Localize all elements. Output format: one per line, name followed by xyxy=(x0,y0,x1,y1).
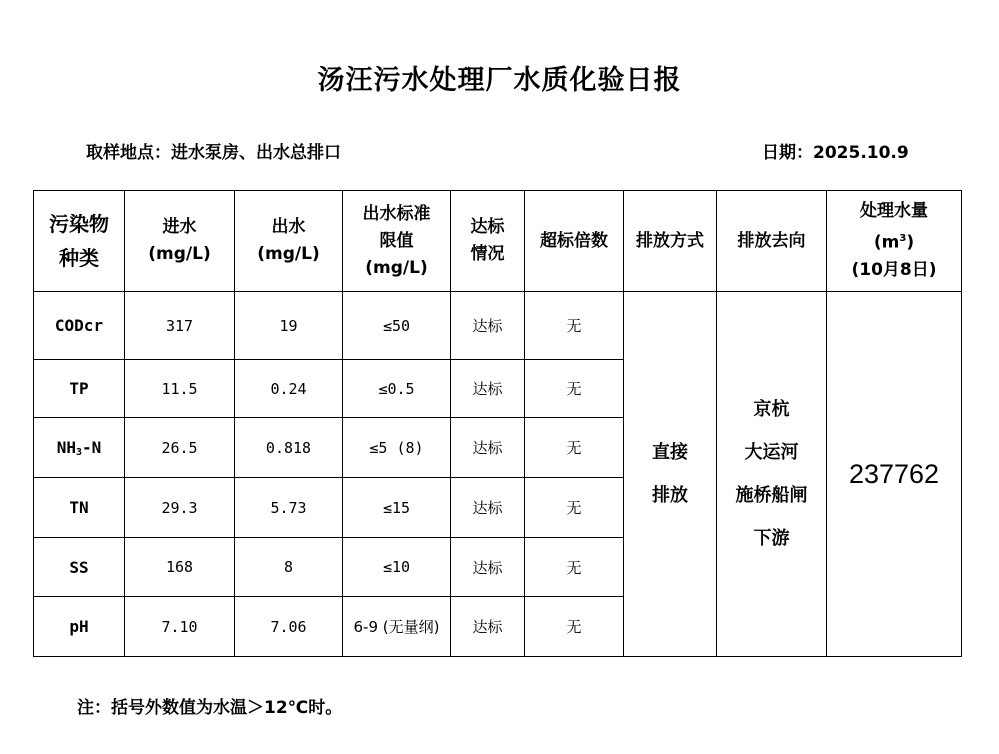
header-discharge-destination: 排放去向 xyxy=(717,191,827,292)
status-value: 达标 xyxy=(451,360,525,418)
exceed-value: 无 xyxy=(525,292,624,360)
header-row xyxy=(34,191,962,292)
limit-value: ≤10 xyxy=(343,538,451,597)
report-date: 日期：2025.10.9 xyxy=(762,143,909,163)
pollutant-name: $NH_3-N$ xyxy=(34,418,125,478)
pollutant-name: SS xyxy=(34,538,125,597)
status-value: 达标 xyxy=(451,418,525,478)
pollutant-name: CODcr xyxy=(34,292,125,360)
limit-value: ≤50 xyxy=(343,292,451,360)
status-value: 达标 xyxy=(451,538,525,597)
limit-value: 6-9 (无量纲) xyxy=(343,597,451,657)
status-value: 达标 xyxy=(451,597,525,657)
footnote: 注：括号外数值为水温＞12℃时。 xyxy=(77,698,343,718)
exceed-value: 无 xyxy=(525,478,624,538)
inflow-value: 7.10 xyxy=(125,597,235,657)
pollutant-name: TN xyxy=(34,478,125,538)
status-value: 达标 xyxy=(451,478,525,538)
sampling-location: 取样地点：进水泵房、出水总排口 xyxy=(86,143,341,163)
header-discharge-method: 排放方式 xyxy=(624,191,717,292)
inflow-value: 317 xyxy=(125,292,235,360)
pollutant-name: TP xyxy=(34,360,125,418)
exceed-value: 无 xyxy=(525,538,624,597)
exceed-value: 无 xyxy=(525,597,624,657)
limit-value: ≤0.5 xyxy=(343,360,451,418)
treated-volume-cell: 237762 xyxy=(827,292,962,657)
outflow-value: 0.24 xyxy=(235,360,343,418)
limit-value: ≤15 xyxy=(343,478,451,538)
header-outflow: 出水 (mg/L) xyxy=(235,191,343,292)
pollutant-name: pH xyxy=(34,597,125,657)
table-row xyxy=(34,292,962,360)
discharge-method-cell: 直接 排放 xyxy=(624,292,717,657)
header-status: 达标 情况 xyxy=(451,191,525,292)
outflow-value: 5.73 xyxy=(235,478,343,538)
outflow-value: 19 xyxy=(235,292,343,360)
outflow-value: 7.06 xyxy=(235,597,343,657)
outflow-value: 8 xyxy=(235,538,343,597)
exceed-value: 无 xyxy=(525,418,624,478)
inflow-value: 168 xyxy=(125,538,235,597)
header-pollutant: 污染物 种类 xyxy=(34,191,125,292)
inflow-value: 29.3 xyxy=(125,478,235,538)
water-quality-table xyxy=(33,190,962,657)
inflow-value: 26.5 xyxy=(125,418,235,478)
outflow-value: 0.818 xyxy=(235,418,343,478)
header-exceed: 超标倍数 xyxy=(525,191,624,292)
header-inflow: 进水 (mg/L) xyxy=(125,191,235,292)
header-limit: 出水标准 限值 (mg/L) xyxy=(343,191,451,292)
header-volume: 处理水量 $(m^3)$ (10月8日) xyxy=(827,191,962,292)
limit-value: ≤5 (8) xyxy=(343,418,451,478)
report-title: 汤汪污水处理厂水质化验日报 xyxy=(317,65,682,96)
inflow-value: 11.5 xyxy=(125,360,235,418)
exceed-value: 无 xyxy=(525,360,624,418)
discharge-destination-cell: 京杭 大运河 施桥船闸 下游 xyxy=(717,292,827,657)
status-value: 达标 xyxy=(451,292,525,360)
